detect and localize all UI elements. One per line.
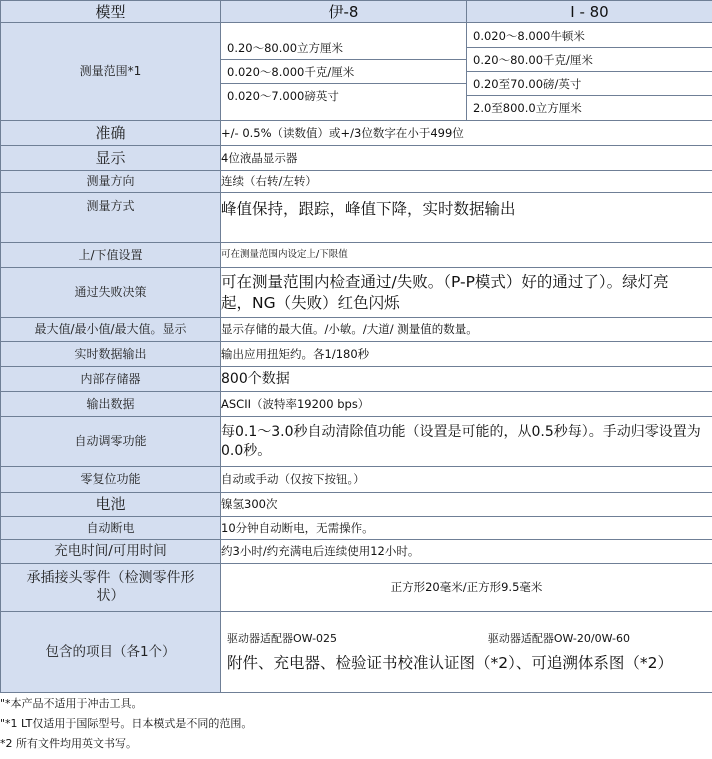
label-judge: 通过失败决策 [1, 268, 221, 318]
label-accuracy: 准确 [1, 121, 221, 146]
value-output: ASCII（波特率19200 bps） [221, 392, 712, 417]
row-display [1, 146, 712, 171]
value-direction: 连续（右转/左转） [221, 171, 712, 193]
label-charge: 充电时间/可用时间 [1, 540, 221, 564]
range-a-2: 0.020〜8.000千克/厘米 [221, 60, 466, 84]
header-row [1, 1, 712, 23]
label-realtime: 实时数据输出 [1, 342, 221, 367]
footnote-3: *2 所有文件均用英文书写。 [0, 737, 137, 750]
row-memory [1, 367, 712, 392]
header-model-a: 伊-8 [221, 1, 467, 23]
label-maxmin: 最大值/最小值/最大值。显示 [1, 318, 221, 342]
row-socket [1, 564, 712, 612]
label-limits: 上/下值设置 [1, 243, 221, 268]
row-limits [1, 243, 712, 268]
label-included: 包含的项目（各1个） [1, 612, 221, 693]
label-memory: 内部存储器 [1, 367, 221, 392]
row-realtime [1, 342, 712, 367]
row-included [1, 612, 712, 693]
range-b-3: 0.20至70.00磅/英寸 [467, 72, 712, 96]
row-charge [1, 540, 712, 564]
label-direction: 测量方向 [1, 171, 221, 193]
row-judge [1, 268, 712, 318]
label-method: 测量方式 [1, 193, 221, 243]
label-battery: 电池 [1, 493, 221, 517]
row-output [1, 392, 712, 417]
row-reset [1, 467, 712, 493]
range-b-cell [467, 23, 712, 121]
label-range: 测量范围*1 [1, 23, 221, 121]
header-model-b: I - 80 [467, 1, 712, 23]
label-reset: 零复位功能 [1, 467, 221, 493]
row-direction [1, 171, 712, 193]
header-model: 模型 [1, 1, 221, 23]
row-method [1, 193, 712, 243]
label-socket: 承插接头零件（检测零件形状） [1, 564, 221, 612]
row-range [1, 23, 712, 121]
value-reset: 自动或手动（仅按下按钮。） [221, 467, 712, 493]
row-autooff [1, 517, 712, 540]
accessories-line: 附件、充电器、检验证书校准认证图（*2）、可追溯体系图（*2） [227, 654, 673, 672]
adapter-a: 驱动器适配器OW-025 [227, 632, 338, 645]
adapter-line [221, 628, 712, 650]
footnotes [0, 694, 712, 754]
value-display: 4位液晶显示器 [221, 146, 712, 171]
range-a-3: 0.020〜7.000磅英寸 [227, 88, 339, 103]
value-method: 峰值保持，跟踪，峰值下降，实时数据输出 [221, 193, 712, 243]
range-b-2: 0.20〜80.00千克/厘米 [467, 48, 712, 72]
adapter-b: 驱动器适配器OW-20/0W-60 [487, 632, 630, 645]
label-autooff: 自动断电 [1, 517, 221, 540]
range-b-4: 2.0至800.0立方厘米 [473, 100, 582, 115]
label-output: 输出数据 [1, 392, 221, 417]
label-display: 显示 [1, 146, 221, 171]
value-included [221, 612, 712, 693]
label-autozero: 自动调零功能 [1, 417, 221, 467]
value-autooff: 10分钟自动断电，无需操作。 [221, 517, 712, 540]
row-accuracy [1, 121, 712, 146]
value-maxmin: 显示存储的最大值。/小敏。/大道/ 测量值的数量。 [221, 318, 712, 342]
value-autozero: 每0.1〜3.0秒自动清除值功能（设置是可能的，从0.5秒每）。手动归零设置为0.0秒。 [221, 417, 712, 467]
value-judge: 可在测量范围内检查通过/失败。（P-P模式）好的通过了）。绿灯亮起，NG（失败）红色闪烁 [221, 268, 712, 318]
footnote-1: "*本产品不适用于冲击工具。 [0, 697, 143, 710]
value-charge: 约3小时/约充满电后连续使用12小时。 [221, 540, 712, 564]
value-socket: 正方形20毫米/正方形9.5毫米 [221, 564, 712, 612]
value-accuracy: +/- 0.5%（读数值）或+/3位数字在小于499位 [221, 121, 712, 146]
row-maxmin [1, 318, 712, 342]
range-b-1: 0.020〜8.000牛顿米 [467, 24, 712, 48]
range-a-1: 0.20〜80.00立方厘米 [221, 36, 466, 60]
value-memory: 800个数据 [221, 367, 712, 392]
value-battery: 镍氢300次 [221, 493, 712, 517]
range-a-cell [221, 23, 467, 121]
row-battery [1, 493, 712, 517]
footnote-2: "*1 LT仅适用于国际型号。日本模式是不同的范围。 [0, 717, 253, 730]
row-autozero [1, 417, 712, 467]
value-realtime: 输出应用扭矩约。各1/180秒 [221, 342, 712, 367]
value-limits: 可在测量范围内设定上/下限值 [221, 243, 712, 268]
